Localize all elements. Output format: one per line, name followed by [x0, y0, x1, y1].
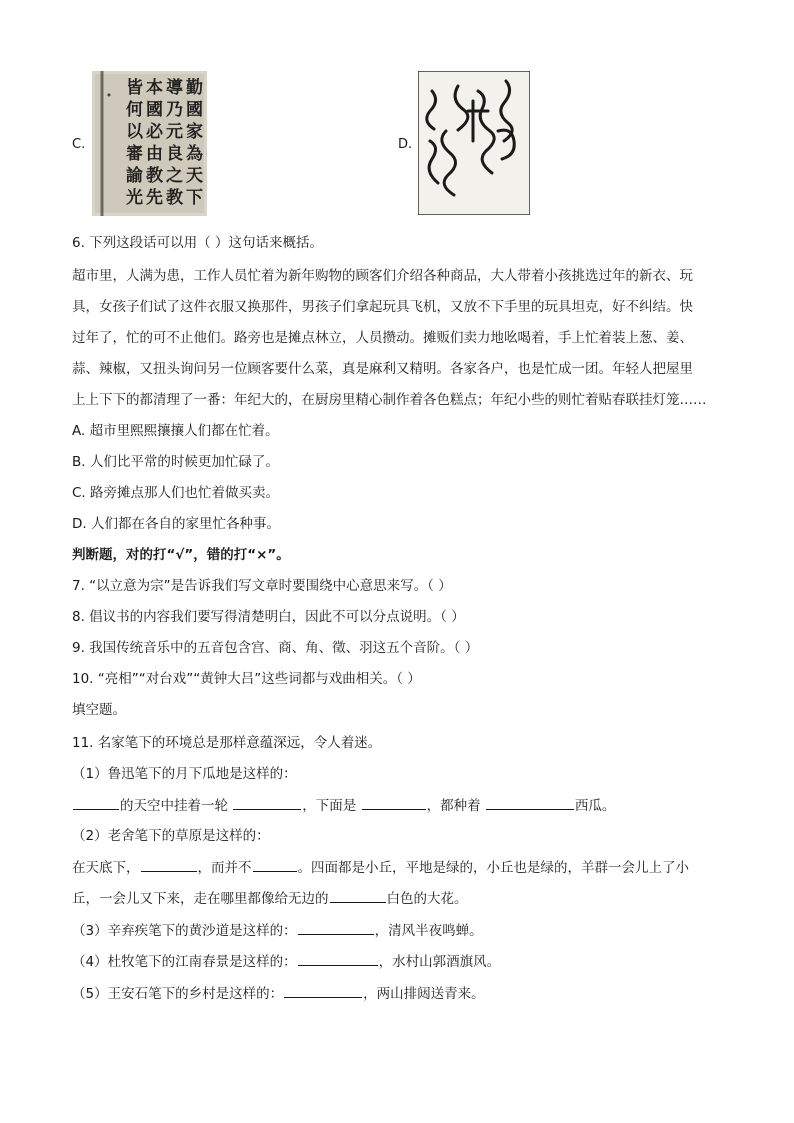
q11-sub4-line: （4）杜牧笔下的江南春景是这样的： ，水村山郭酒旗风。	[72, 951, 500, 972]
judge-heading: 判断题，对的打“√”，错的打“×”。	[72, 547, 290, 563]
svg-text:元: 元	[166, 122, 183, 142]
svg-text:之: 之	[166, 166, 183, 186]
svg-text:皆: 皆	[126, 78, 143, 98]
q6-stem: 6. 下列这段话可以用（ ）这句话来概括。	[72, 235, 323, 251]
answer-blank[interactable]	[253, 857, 297, 872]
q6-option-d: D. 人们都在各自的家里忙各种事。	[72, 516, 280, 532]
svg-text:必: 必	[146, 122, 163, 142]
q11-sub2-line1: 在天底下， ，而并不 。四面都是小丘，平地是绿的，小丘也是绿的，羊群一会儿上了小	[72, 857, 689, 878]
svg-text:光: 光	[126, 188, 143, 208]
svg-text:由: 由	[146, 144, 163, 164]
calligraphy-image-c	[92, 71, 207, 216]
passage-line: 超市里，人满为患，工作人员忙着为新年购物的顾客们介绍各种商品，大人带着小孩挑选过年的新衣、玩	[72, 268, 693, 284]
svg-text:下: 下	[186, 188, 203, 208]
svg-text:何: 何	[126, 100, 143, 120]
svg-text:為: 為	[186, 144, 203, 164]
svg-text:以: 以	[126, 122, 143, 142]
passage-line: 蒜、辣椒，又扭头询问另一位顾客要什么菜，真是麻利又精明。各家各户，也是忙成一团。年轻人把屋里	[72, 361, 693, 377]
q11-stem: 11. 名家笔下的环境总是那样意蕴深远，令人着迷。	[72, 735, 382, 751]
q11-sub1-line: 的天空中挂着一轮 ，下面是 ，都种着 西瓜。	[72, 795, 615, 816]
svg-text:家: 家	[186, 122, 203, 142]
option-d-label: D.	[398, 137, 413, 152]
q6-option-a: A. 超市里熙熙攘攘人们都在忙着。	[72, 423, 279, 439]
svg-text:勤: 勤	[186, 78, 203, 98]
q6-option-c: C. 路旁摊点那人们也忙着做买卖。	[72, 485, 280, 501]
svg-text:國: 國	[146, 100, 163, 120]
svg-text:導: 導	[166, 78, 183, 98]
q6-option-b: B. 人们比平常的时候更加忙碌了。	[72, 454, 279, 470]
answer-blank[interactable]	[73, 795, 119, 810]
answer-blank[interactable]	[284, 983, 362, 998]
q11-sub2-stem: （2）老舍笔下的草原是这样的：	[72, 828, 270, 844]
answer-blank[interactable]	[362, 795, 426, 810]
q11-sub5-line: （5）王安石笔下的乡村是这样的： ，两山排闼送青来。	[72, 983, 485, 1004]
svg-text:乃: 乃	[166, 100, 183, 120]
judge-item-10: 10. “亮相”“对台戏”“黄钟大吕”这些词都与戏曲相关。（ ）	[72, 671, 421, 687]
judge-item-8: 8. 倡议书的内容我们要写得清楚明白，因此不可以分点说明。（ ）	[72, 609, 465, 625]
answer-blank[interactable]	[141, 857, 197, 872]
calligraphy-image-d	[418, 71, 530, 215]
svg-text:教: 教	[166, 188, 183, 208]
answer-blank[interactable]	[298, 951, 378, 966]
svg-text:本: 本	[146, 78, 163, 98]
passage-line: 具，女孩子们试了这件衣服又换那件，男孩子们拿起玩具飞机，又放不下手里的玩具坦克，好不纠结。快	[72, 299, 693, 315]
answer-blank[interactable]	[486, 795, 574, 810]
option-c-label: C.	[72, 137, 86, 152]
answer-blank[interactable]	[330, 888, 386, 903]
q6-passage	[72, 261, 724, 416]
answer-blank[interactable]	[298, 920, 374, 935]
svg-text:·: ·	[106, 86, 112, 106]
answer-blank[interactable]	[233, 795, 301, 810]
svg-text:先: 先	[146, 188, 163, 208]
judge-item-9: 9. 我国传统音乐中的五音包含宫、商、角、徵、羽这五个音阶。（ ）	[72, 640, 479, 656]
svg-text:諭: 諭	[126, 166, 143, 186]
svg-text:國: 國	[186, 100, 203, 120]
judge-item-7: 7. “以立意为宗”是告诉我们写文章时要围绕中心意思来写。（ ）	[72, 578, 452, 594]
passage-line: 过年了，忙的可不止他们。路旁也是摊点林立，人员攒动。摊贩们卖力地吆喝着，手上忙着装上葱、姜、	[72, 330, 693, 346]
svg-text:教: 教	[146, 166, 163, 186]
svg-text:審: 審	[126, 144, 143, 164]
passage-line: 上上下下的都清理了一番：年纪大的，在厨房里精心制作着各色糕点；年纪小些的则忙着贴春联挂灯笼……	[72, 392, 707, 408]
svg-text:天: 天	[186, 166, 203, 186]
q11-sub3-line: （3）辛弃疾笔下的黄沙道是这样的： ，清风半夜鸣蝉。	[72, 920, 483, 941]
q11-sub1-stem: （1）鲁迅笔下的月下瓜地是这样的：	[72, 766, 297, 782]
q11-sub2-line2: 丘，一会儿又下来，走在哪里都像给无边的 白色的大花。	[72, 888, 468, 909]
fill-heading: 填空题。	[72, 702, 126, 718]
svg-text:良: 良	[166, 144, 183, 164]
